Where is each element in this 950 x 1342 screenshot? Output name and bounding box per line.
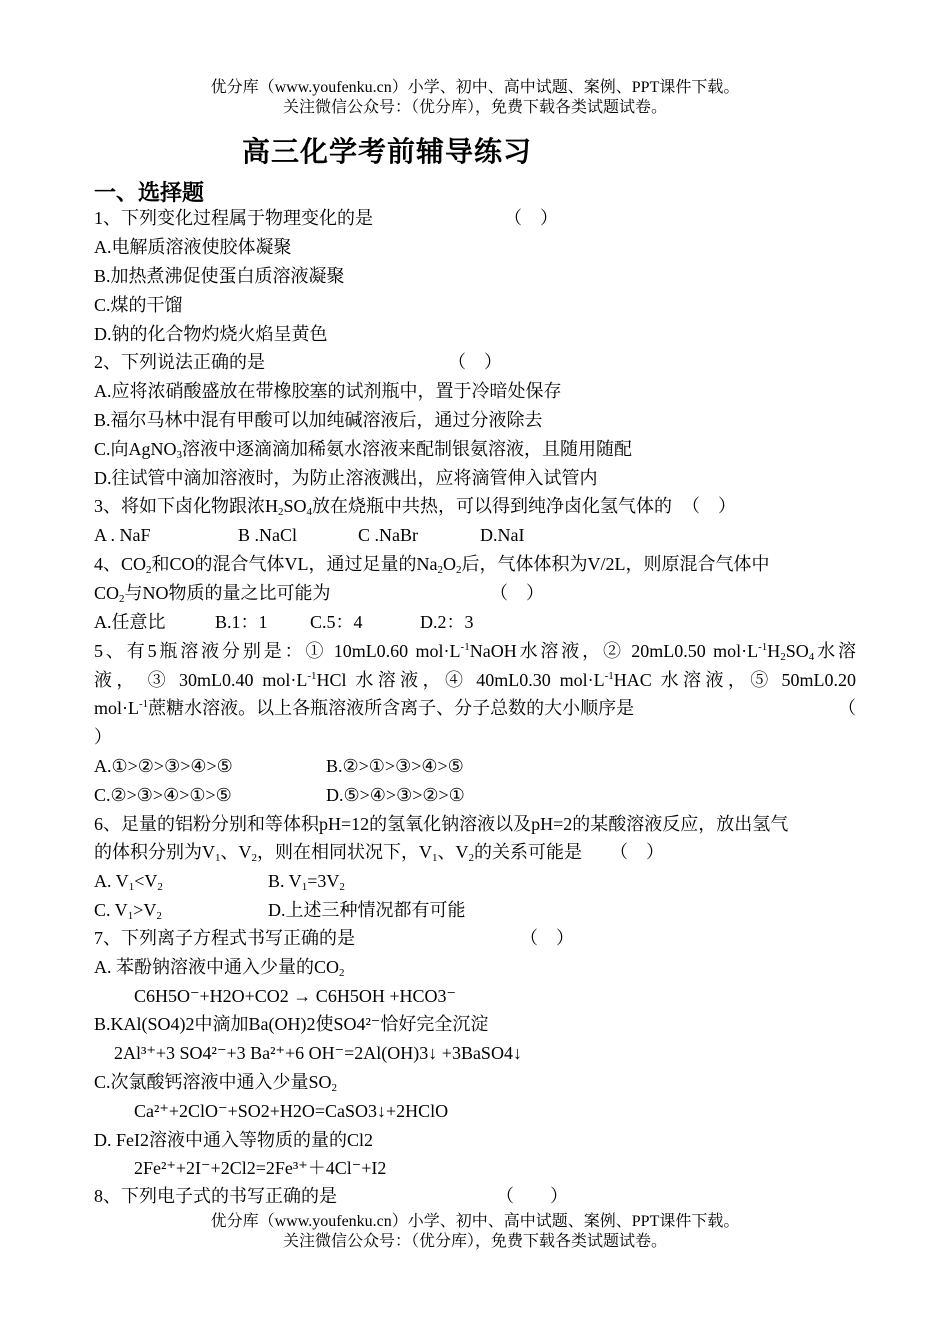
header-line-1: 优分库（www.youfenku.cn）小学、初中、高中试题、案例、PPT课件下载。 bbox=[210, 79, 740, 96]
q6-option-c: C. $V_1>V_2$ bbox=[94, 900, 162, 922]
question-3-stem: 3、将如下卤化物跟浓$H_2SO_4$放在烧瓶中共热，可以得到纯净卤化氢气体的 （ ） bbox=[94, 496, 737, 518]
q2-option-c: C.向AgNO$_3$溶液中逐滴滴加稀氨水溶液来配制银氨溶液，且随用随配 bbox=[94, 439, 633, 461]
q1-option-a: A.电解质溶液使胶体凝聚 bbox=[94, 237, 292, 257]
footer-line-1: 优分库（www.youfenku.cn）小学、初中、高中试题、案例、PPT课件下载。 bbox=[210, 1213, 740, 1230]
question-5-line-4: ） bbox=[94, 727, 112, 747]
q6-option-b: B. $V_1=3V_2$ bbox=[268, 871, 345, 893]
page-title: 高三化学考前辅导练习 bbox=[242, 135, 533, 168]
q3-option-b: B .NaCl bbox=[238, 525, 298, 545]
q2-option-b: B.福尔马林中混有甲酸可以加纯碱溶液后，通过分液除去 bbox=[94, 410, 543, 430]
q2-option-a: A.应将浓硝酸盛放在带橡胶塞的试剂瓶中，置于冷暗处保存 bbox=[94, 381, 562, 401]
q7-option-c: C.次氯酸钙溶液中通入少量$SO_2$ bbox=[94, 1072, 338, 1094]
question-1-stem: 1、下列变化过程属于物理变化的是 （ ） bbox=[94, 208, 558, 228]
footer-line-2: 关注微信公众号：（优分库），免费下载各类试题试卷。 bbox=[282, 1233, 667, 1250]
question-2-stem: 2、下列说法正确的是 （ ） bbox=[94, 352, 502, 372]
q4-option-a: A.任意比 bbox=[94, 612, 166, 632]
q5-option-a: A.①>②>③>④>⑤ bbox=[94, 756, 233, 776]
question-8-stem: 8、下列电子式的书写正确的是 （ ） bbox=[94, 1186, 568, 1206]
question-5-line-2: 液， ③ 30mL0.40 $mol\cdot L^{-1}HCl$ 水溶液，④ 40mL0.30 $mol\cdot L^{-1}HAC$ 水溶液，⑤ 50mL0.20 bbox=[94, 670, 856, 690]
question-6-line-2: 的体积分别为$V_1$、$V_2$，则在相同状况下，$V_1$、$V_2$的关系可能是 （ ） bbox=[94, 842, 664, 864]
q2-option-d: D.往试管中滴加溶液时，为防止溶液溅出，应将滴管伸入试管内 bbox=[94, 468, 598, 488]
q3-option-a: A . NaF bbox=[94, 525, 151, 545]
question-7-stem: 7、下列离子方程式书写正确的是 （ ） bbox=[94, 928, 574, 948]
q5-option-d: D.⑤>④>③>②>① bbox=[326, 785, 465, 805]
q4-option-d: D.2：3 bbox=[420, 612, 474, 632]
q3-option-c: C .NaBr bbox=[358, 525, 418, 545]
q7-option-d-equation: 2Fe²⁺+2I⁻+2Cl2=2Fe³⁺＋4Cl⁻+I2 bbox=[134, 1158, 387, 1178]
q7-option-d: D. FeI2溶液中通入等物质的量的Cl2 bbox=[94, 1130, 373, 1150]
header-line-2: 关注微信公众号：（优分库），免费下载各类试题试卷。 bbox=[282, 99, 667, 116]
q3-option-d: D.NaI bbox=[480, 525, 525, 545]
question-4-line-1: 4、$CO_2$和CO的混合气体VL，通过足量的$Na_2O_2$后，气体体积为V/2L，则原混合气体中 bbox=[94, 554, 770, 576]
question-4-line-2: $CO_2$与NO物质的量之比可能为 （ ） bbox=[94, 583, 544, 605]
section-heading: 一、选择题 bbox=[94, 181, 205, 206]
q1-option-d: D.钠的化合物灼烧火焰呈黄色 bbox=[94, 324, 328, 344]
question-5-line-1: 5、有5瓶溶液分别是：① 10mL0.60 $mol\cdot L^{-1}NaOH$水溶液，② 20mL0.50 $mol\cdot L^{-1}H_2SO_4$水溶 bbox=[94, 641, 856, 663]
q6-option-a: A. $V_1<V_2$ bbox=[94, 871, 163, 893]
q7-option-a: A. 苯酚钠溶液中通入少量的$CO_2$ bbox=[94, 957, 345, 979]
q4-option-c: C.5：4 bbox=[310, 612, 363, 632]
q7-option-c-equation: Ca²⁺+2ClO⁻+SO2+H2O=CaSO3↓+2HClO bbox=[134, 1101, 449, 1121]
q1-option-c: C.煤的干馏 bbox=[94, 295, 183, 315]
q7-option-a-equation: C6H5O⁻+H2O+CO2 → C6H5OH +HCO3⁻ bbox=[134, 986, 456, 1006]
q5-option-c: C.②>③>④>①>⑤ bbox=[94, 785, 232, 805]
q5-option-b: B.②>①>③>④>⑤ bbox=[326, 756, 464, 776]
q7-option-b: B.KAl(SO4)2中滴加Ba(OH)2使SO4²⁻恰好完全沉淀 bbox=[94, 1014, 489, 1034]
question-6-line-1: 6、足量的铝粉分别和等体积pH=12的氢氧化钠溶液以及pH=2的某酸溶液反应，放出氢气 bbox=[94, 814, 789, 834]
q4-option-b: B.1：1 bbox=[215, 612, 268, 632]
q7-option-b-equation: 2Al³⁺+3 SO4²⁻+3 Ba²⁺+6 OH⁻=2Al(OH)3↓ +3BaSO4↓ bbox=[114, 1043, 522, 1063]
q1-option-b: B.加热煮沸促使蛋白质溶液凝聚 bbox=[94, 266, 345, 286]
q6-option-d: D.上述三种情况都有可能 bbox=[268, 900, 466, 920]
question-5-line-3: $mol\cdot L^{-1}$蔗糖水溶液。以上各瓶溶液所含离子、分子总数的大小顺序是 （ bbox=[94, 698, 856, 718]
